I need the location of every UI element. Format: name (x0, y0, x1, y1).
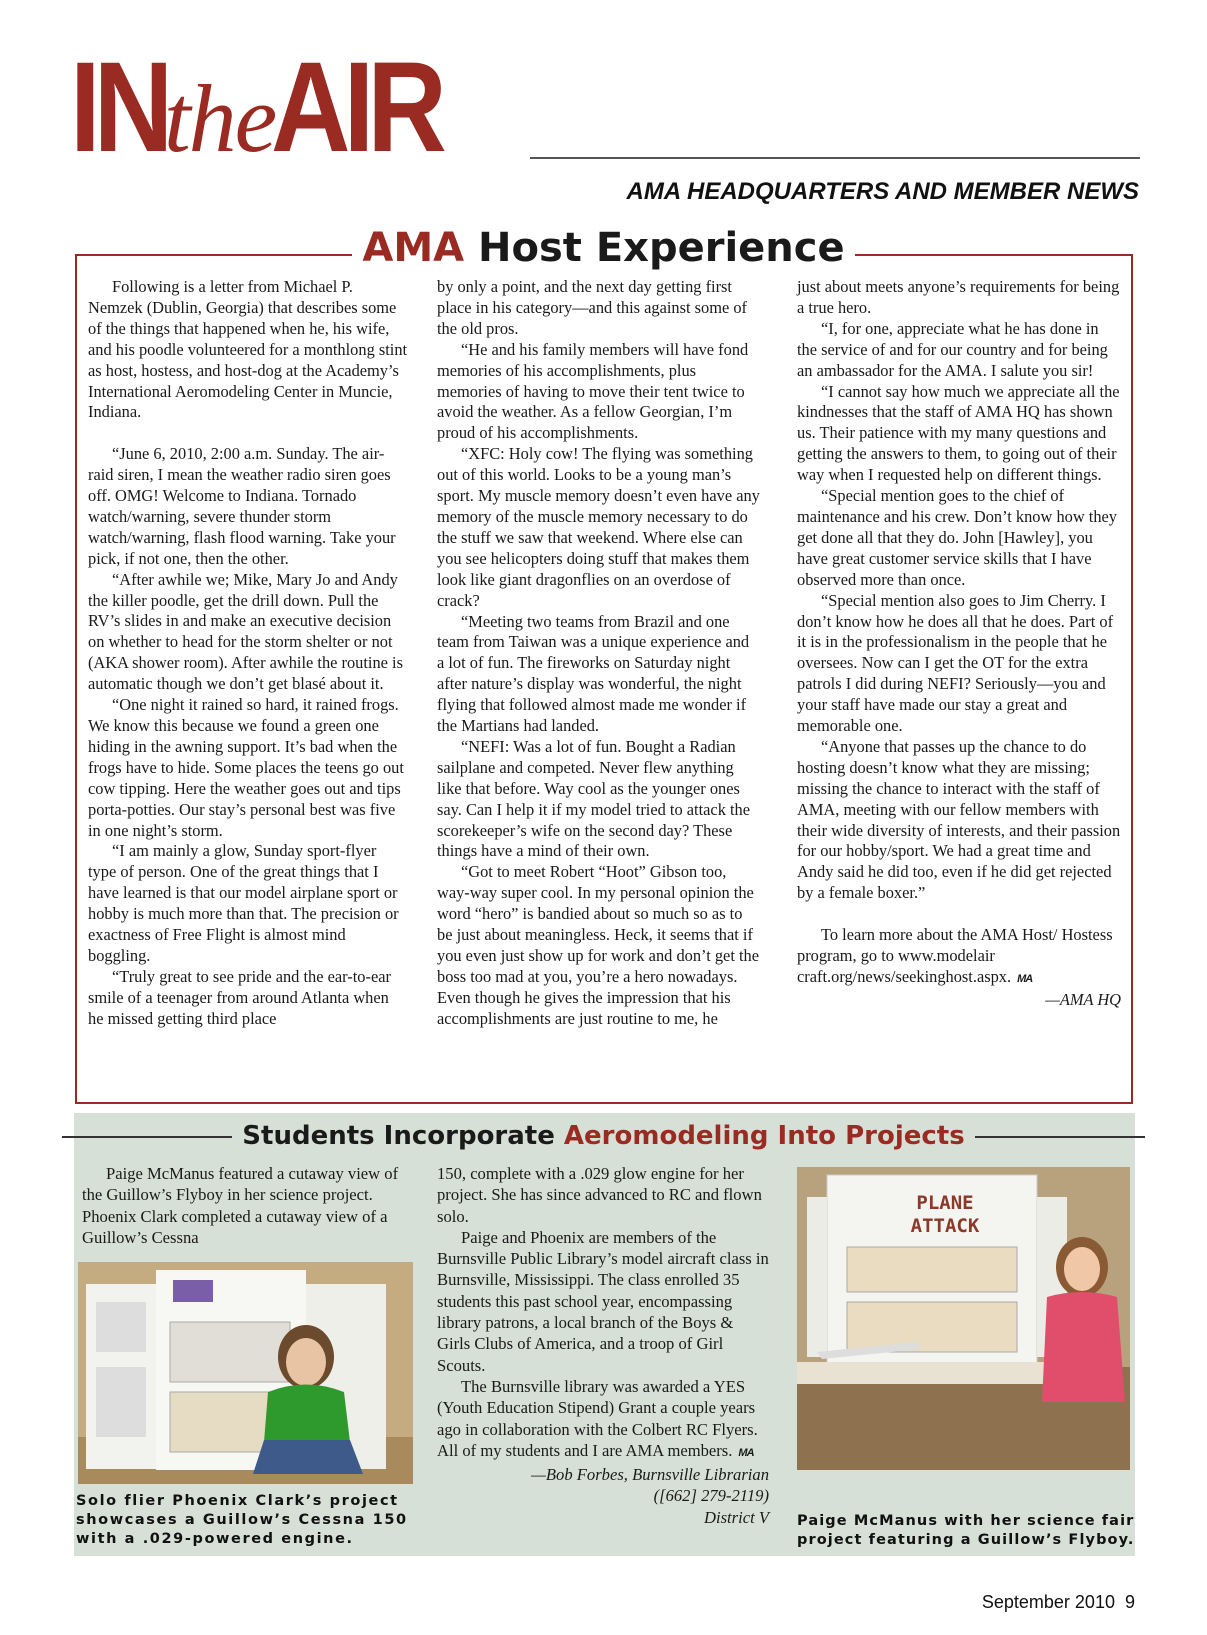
students-title (0, 1119, 1207, 1153)
article-paragraph: “XFC: Holy cow! The flying was something out of this world. Looks to be a young man’s sport. My muscle memory doesn’t even have any memory of the muscle memory necessary to do the stuff we saw that weekend. Where else can you see helicopters doing stuff that makes them look like giant dragonflies on an overdose of crack? (437, 444, 760, 610)
board-title-line2: ATTACK (910, 1215, 980, 1237)
students-paragraph: Paige McManus featured a cutaway view of the Guillow’s Flyboy in her science project. Phoenix Clark completed a cutaway view of a Guillow’s Cessna (82, 1164, 399, 1247)
article-title-ama: AMA (362, 225, 465, 271)
article-title-rest: Host Experience (478, 225, 845, 271)
article-paragraph: “Special mention goes to the chief of maintenance and his crew. Don’t know how they get done all that they do. John [Hawley], you have great customer service skills that I have observed more than once. (797, 486, 1117, 589)
board-left-panel (807, 1197, 827, 1357)
person-jeans (253, 1440, 363, 1474)
title-rule-right (975, 1136, 1145, 1138)
students-paragraph (437, 1376, 769, 1464)
article-title (0, 224, 1207, 272)
article-paragraph: “He and his family members will have fond memories of his accomplishments, plus memories of having to move their tent twice to avoid the weather. As a fellow Georgian, I’m proud of his accomplishments. (437, 339, 749, 443)
article-signature: —AMA HQ (1045, 989, 1121, 1009)
title-rule-left (62, 1136, 232, 1138)
article-column-1 (88, 277, 408, 1030)
photo2-caption: Paige McManus with her science fair project featuring a Guillow’s Flyboy. (797, 1513, 1135, 1548)
article-paragraph: “One night it rained so hard, it rained frogs. We know this because we found a green one hiding in the awning support. It’s bad when the frogs have to hide. Some places the teens go out cow tipping. Here the weather goes out and tips porta-potties. Our stay’s personal best was five in one night’s storm. (88, 695, 404, 840)
logo-word-air: AIR (271, 36, 441, 179)
issue-date: September 2010 (981, 1592, 1115, 1612)
article-paragraph: by only a point, and the next day getting first place in his category—and this against some of the old pros. (437, 277, 747, 338)
article-paragraph: “June 6, 2010, 2:00 a.m. Sunday. The air-raid siren, I mean the weather radio siren goes off. OMG! Welcome to Indiana. Tornado watch/warning, severe thunder storm watch/warning, flash flood warning. Take your pick, if not one, then the other. (88, 444, 396, 568)
board-fuselage-plan (847, 1247, 1017, 1292)
page-number: 9 (1124, 1592, 1135, 1612)
librarian-phone: ([662] 279-2119) (653, 1486, 769, 1506)
photo-phoenix-clark-project (78, 1262, 413, 1484)
article-paragraph: “I, for one, appreciate what he has done in the service of and for our country and for being an ambassador for the AMA. I salute you sir! (797, 318, 1108, 380)
article-paragraph: “Meeting two teams from Brazil and one team from Taiwan was a unique experience and a lot of fun. The fireworks on Saturday night after nature’s display was wonderful, the night flying that followed almost made me wonder if the Martians had landed. (437, 611, 750, 736)
photo-paige-mcmanus-project (797, 1167, 1130, 1470)
students-closing-text: The Burnsville library was awarded a YES (Youth Education Stipend) Grant a couple years ago in collaboration with the Colbert RC Flyers. All of my students and I are AMA members. (437, 1376, 758, 1460)
in-the-air-logo (70, 36, 468, 179)
librarian-district: District V (704, 1507, 769, 1527)
masthead (70, 36, 1140, 179)
article-paragraph: just about meets anyone’s requirements for being a true hero. (797, 277, 1120, 317)
article-paragraph: “After awhile we; Mike, Mary Jo and Andy the killer poodle, get the drill down. Pull the RV’s slides in and make an executive decision on whether to head for the storm shelter or not (AKA shower room). After awhile the routine is automatic though we don’t get blasé about it. (88, 569, 403, 694)
students-title-part1: Students Incorporate (242, 1121, 555, 1151)
person-face (1064, 1247, 1100, 1291)
students-column-2 (437, 1163, 769, 1528)
person-green-shirt (264, 1385, 350, 1443)
article-paragraph: “I am mainly a glow, Sunday sport-flyer type of person. One of the great things that I have learned is that our model airplane sport or hobby is much more than that. The precision or exactness of Free Flight is almost mind boggling. (88, 841, 399, 965)
students-column-1 (82, 1163, 412, 1248)
host-program-link-text: To learn more about the AMA Host/ Hostess program, go to www.modelair craft.org/news/seekinghost.aspx. (797, 925, 1113, 986)
students-title-part2: Aeromodeling Into Projects (563, 1121, 965, 1151)
masthead-rule (530, 157, 1140, 159)
person-pink-shirt (1042, 1292, 1125, 1402)
article-paragraph: “Truly great to see pride and the ear-to-ear smile of a teenager from around Atlanta when he missed getting third place (88, 966, 391, 1028)
article-paragraph: “NEFI: Was a lot of fun. Bought a Radian sailplane and competed. Never flew anything like that before. Way cool as the younger ones say. Can I help it if my model tried to attack the scorekeeper’s wife on the second day? These things have a mind of their own. (437, 736, 751, 861)
article-paragraph: “Anyone that passes up the chance to do hosting doesn’t know what they are missing; missing the chance to interact with the staff of AMA, meeting with our fellow members with their wide diversity of interests, and their passion for our hobby/sport. We had a great time and Andy said he did too, even if he did get rejected by a female boxer.” (797, 736, 1121, 903)
end-mark: MA (1017, 972, 1033, 985)
photo1-caption: Solo flier Phoenix Clark’s project showcases a Guillow’s Cessna 150 with a .029-powered engine. (76, 1493, 408, 1547)
end-mark: MA (738, 1446, 754, 1459)
board-text-block (96, 1367, 146, 1437)
logo-word-in: IN (70, 36, 167, 179)
board-cutaway-plan (170, 1322, 290, 1382)
section-header: AMA HEADQUARTERS AND MEMBER NEWS (626, 178, 1139, 205)
article-column-2 (437, 277, 760, 1030)
students-paragraph: Paige and Phoenix are members of the Burnsville Public Library’s model aircraft class in Burnsville, Mississippi. The class enrolled 35 students this past school year, encompassing library patrons, a local branch of the Boys & Girls Clubs of America, and a troop of Girl Scouts. (437, 1227, 769, 1375)
article-paragraph: Following is a letter from Michael P. Nemzek (Dublin, Georgia) that describes some of the things that happened when he, his wife, and his poodle volunteered for a monthlong stint as host, hostess, and host-dog at the Academy’s International Aeromodeling Center in Muncie, Indiana. (88, 277, 408, 422)
logo-word-the: the (164, 65, 276, 172)
article-column-3 (797, 277, 1121, 1011)
article-paragraph: “I cannot say how much we appreciate all the kindnesses that the staff of AMA HQ has shown us. Their patience with my many questions and getting the answers to them, to going out of their way when I requested help on different things. (797, 381, 1120, 485)
article-paragraph: “Got to meet Robert “Hoot” Gibson too, way-way super cool. In my personal opinion the word “hero” is bandied about so much so as to be just about meaningless. Heck, it seems that if you even just show up for work and don’t get the boss too mad at you, you’re a hero nowadays. Even though he gives the impression that his accomplishments are just routine to me, he (437, 862, 759, 1028)
photo-illustration (78, 1262, 413, 1484)
board-wing-plan (847, 1302, 1017, 1352)
board-title-line1: PLANE (916, 1192, 974, 1214)
students-paragraph: 150, complete with a .029 glow engine for her project. She has since advanced to RC and flown solo. (437, 1164, 762, 1226)
article-paragraph (797, 925, 1121, 990)
table-top (797, 1362, 1057, 1384)
page-footer (982, 1592, 1135, 1613)
photo-illustration (797, 1167, 1130, 1470)
board-purple-header (173, 1280, 213, 1302)
board-text-block (96, 1302, 146, 1352)
person-face (286, 1338, 326, 1386)
article-paragraph: “Special mention also goes to Jim Cherry. I don’t know how he does all that he does. Part of it is in the professionalism in the people that he oversees. Now can I get the OT for the extra patrols I did during NEFI? Seriously—you and your staff have made our stay a great and memorable one. (797, 590, 1114, 736)
librarian-signature: —Bob Forbes, Burnsville Librarian (531, 1465, 769, 1485)
